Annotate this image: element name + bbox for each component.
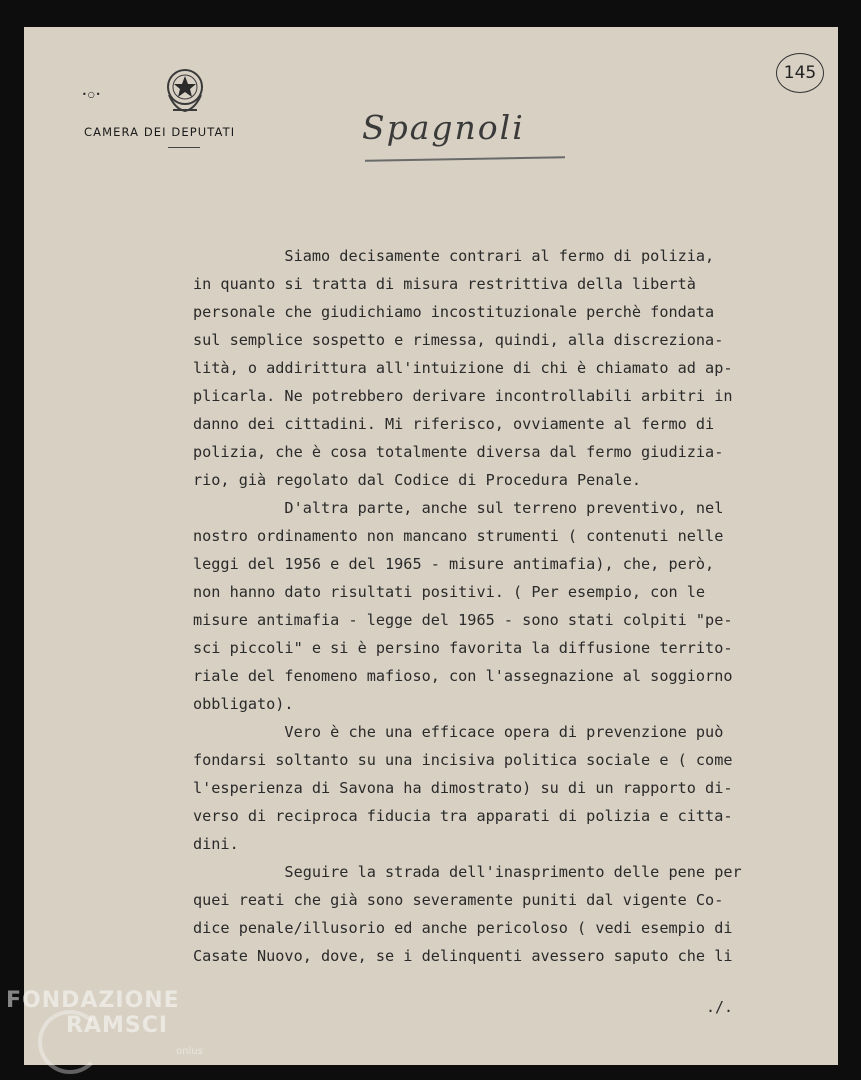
text-line: Siamo decisamente contrari al fermo di polizia, (193, 247, 715, 265)
letterhead-mark: •○• (82, 90, 102, 99)
text-line: l'esperienza di Savona ha dimostrato) su di un rapporto di- (193, 779, 733, 797)
text-line: sci piccoli" e si è persino favorita la diffusione territo- (193, 639, 733, 657)
text-line: Casate Nuovo, dove, se i delinquenti avessero saputo che li (193, 947, 733, 965)
text-line: plicarla. Ne potrebbero derivare incontrollabili arbitri in (193, 387, 733, 405)
text-line: obbligato). (193, 695, 294, 713)
text-line: leggi del 1956 e del 1965 - misure antimafia), che, però, (193, 555, 715, 573)
watermark-line3: onlus (176, 1046, 203, 1057)
text-line: Seguire la strada dell'inasprimento delle pene per (193, 863, 742, 881)
continuation-mark: ./. (706, 998, 734, 1016)
text-line: fondarsi soltanto su una incisiva politica sociale e ( come (193, 751, 733, 769)
page-number: 145 (776, 53, 824, 93)
text-line: riale del fenomeno mafioso, con l'assegnazione al soggiorno (193, 667, 733, 685)
text-line: quei reati che già sono severamente puniti dal vigente Co- (193, 891, 724, 909)
text-line: in quanto si tratta di misura restrittiva della libertà (193, 275, 696, 293)
handwritten-signature: Spagnoli (362, 108, 525, 147)
text-line: D'altra parte, anche sul terreno preventivo, nel (193, 499, 724, 517)
letterhead-title: CAMERA DEI DEPUTATI (84, 125, 236, 139)
italian-republic-emblem-icon (163, 65, 207, 115)
text-line: polizia, che è cosa totalmente diversa dal fermo giudizia- (193, 443, 724, 461)
watermark-line2: RAMSCI (66, 1013, 169, 1038)
text-line: non hanno dato risultati positivi. ( Per esempio, con le (193, 583, 706, 601)
text-line: lità, o addirittura all'intuizione di chi è chiamato ad ap- (193, 359, 733, 377)
text-line: Vero è che una efficace opera di prevenzione può (193, 723, 724, 741)
text-line: nostro ordinamento non mancano strumenti ( contenuti nelle (193, 527, 724, 545)
watermark-line1: FONDAZIONE (6, 988, 180, 1013)
text-line: sul semplice sospetto e rimessa, quindi, alla discreziona- (193, 331, 724, 349)
text-line: personale che giudichiamo incostituzionale perchè fondata (193, 303, 715, 321)
text-line: dini. (193, 835, 239, 853)
text-line: danno dei cittadini. Mi riferisco, ovviamente al fermo di (193, 415, 715, 433)
text-line: misure antimafia - legge del 1965 - sono stati colpiti "pe- (193, 611, 733, 629)
text-line: rio, già regolato dal Codice di Procedura Penale. (193, 471, 642, 489)
letterhead-divider (168, 147, 200, 148)
text-line: verso di reciproca fiducia tra apparati di polizia e citta- (193, 807, 733, 825)
text-line: dice penale/illusorio ed anche pericoloso ( vedi esempio di (193, 919, 733, 937)
